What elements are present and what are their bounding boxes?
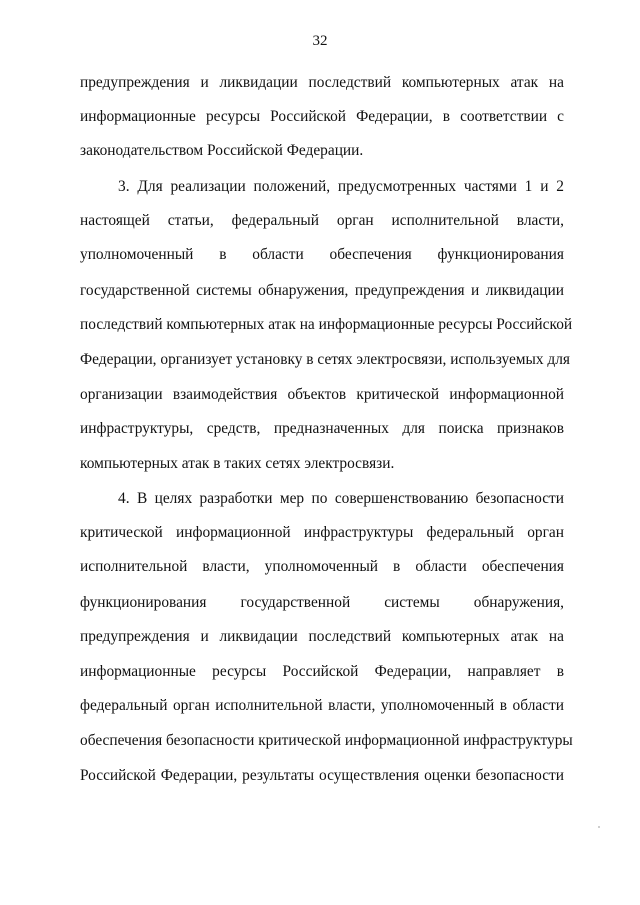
text-line: уполномоченный в области обеспечения функционирования (80, 246, 564, 263)
text-line: организации взаимодействия объектов критической информационной (80, 386, 564, 403)
text-line: последствий компьютерных атак на информационные ресурсы Российской (80, 316, 573, 333)
text-line: законодательством Российской Федерации. (80, 142, 364, 159)
text-line: Федерации, организует установку в сетях электросвязи, используемых для (80, 351, 570, 368)
text-line: инфраструктуры, средств, предназначенных для поиска признаков (80, 420, 564, 437)
paragraph-start-line: 4. В целях разработки мер по совершенствованию безопасности (118, 490, 564, 507)
scan-speck (598, 826, 600, 828)
text-line: компьютерных атак в таких сетях электросвязи. (80, 455, 395, 472)
text-line: функционирования государственной системы обнаружения, (80, 594, 564, 611)
text-line: информационные ресурсы Российской Федерации, в соответствии с (80, 108, 564, 125)
text-line: обеспечения безопасности критической информационной инфраструктуры (80, 732, 573, 749)
text-line: предупреждения и ликвидации последствий компьютерных атак на (80, 628, 564, 645)
text-line: критической информационной инфраструктуры федеральный орган (80, 524, 564, 541)
text-line: исполнительной власти, уполномоченный в области обеспечения (80, 558, 564, 575)
text-line: настоящей статьи, федеральный орган исполнительной власти, (80, 212, 564, 229)
paragraph-start-line: 3. Для реализации положений, предусмотренных частями 1 и 2 (118, 178, 564, 195)
text-line: Российской Федерации, результаты осуществления оценки безопасности (80, 767, 564, 784)
text-line: информационные ресурсы Российской Федерации, направляет в (80, 663, 564, 680)
text-line: государственной системы обнаружения, предупреждения и ликвидации (80, 282, 564, 299)
text-line: федеральный орган исполнительной власти, уполномоченный в области (80, 697, 564, 714)
page-number: 32 (312, 33, 328, 49)
text-line: предупреждения и ликвидации последствий компьютерных атак на (80, 74, 564, 91)
